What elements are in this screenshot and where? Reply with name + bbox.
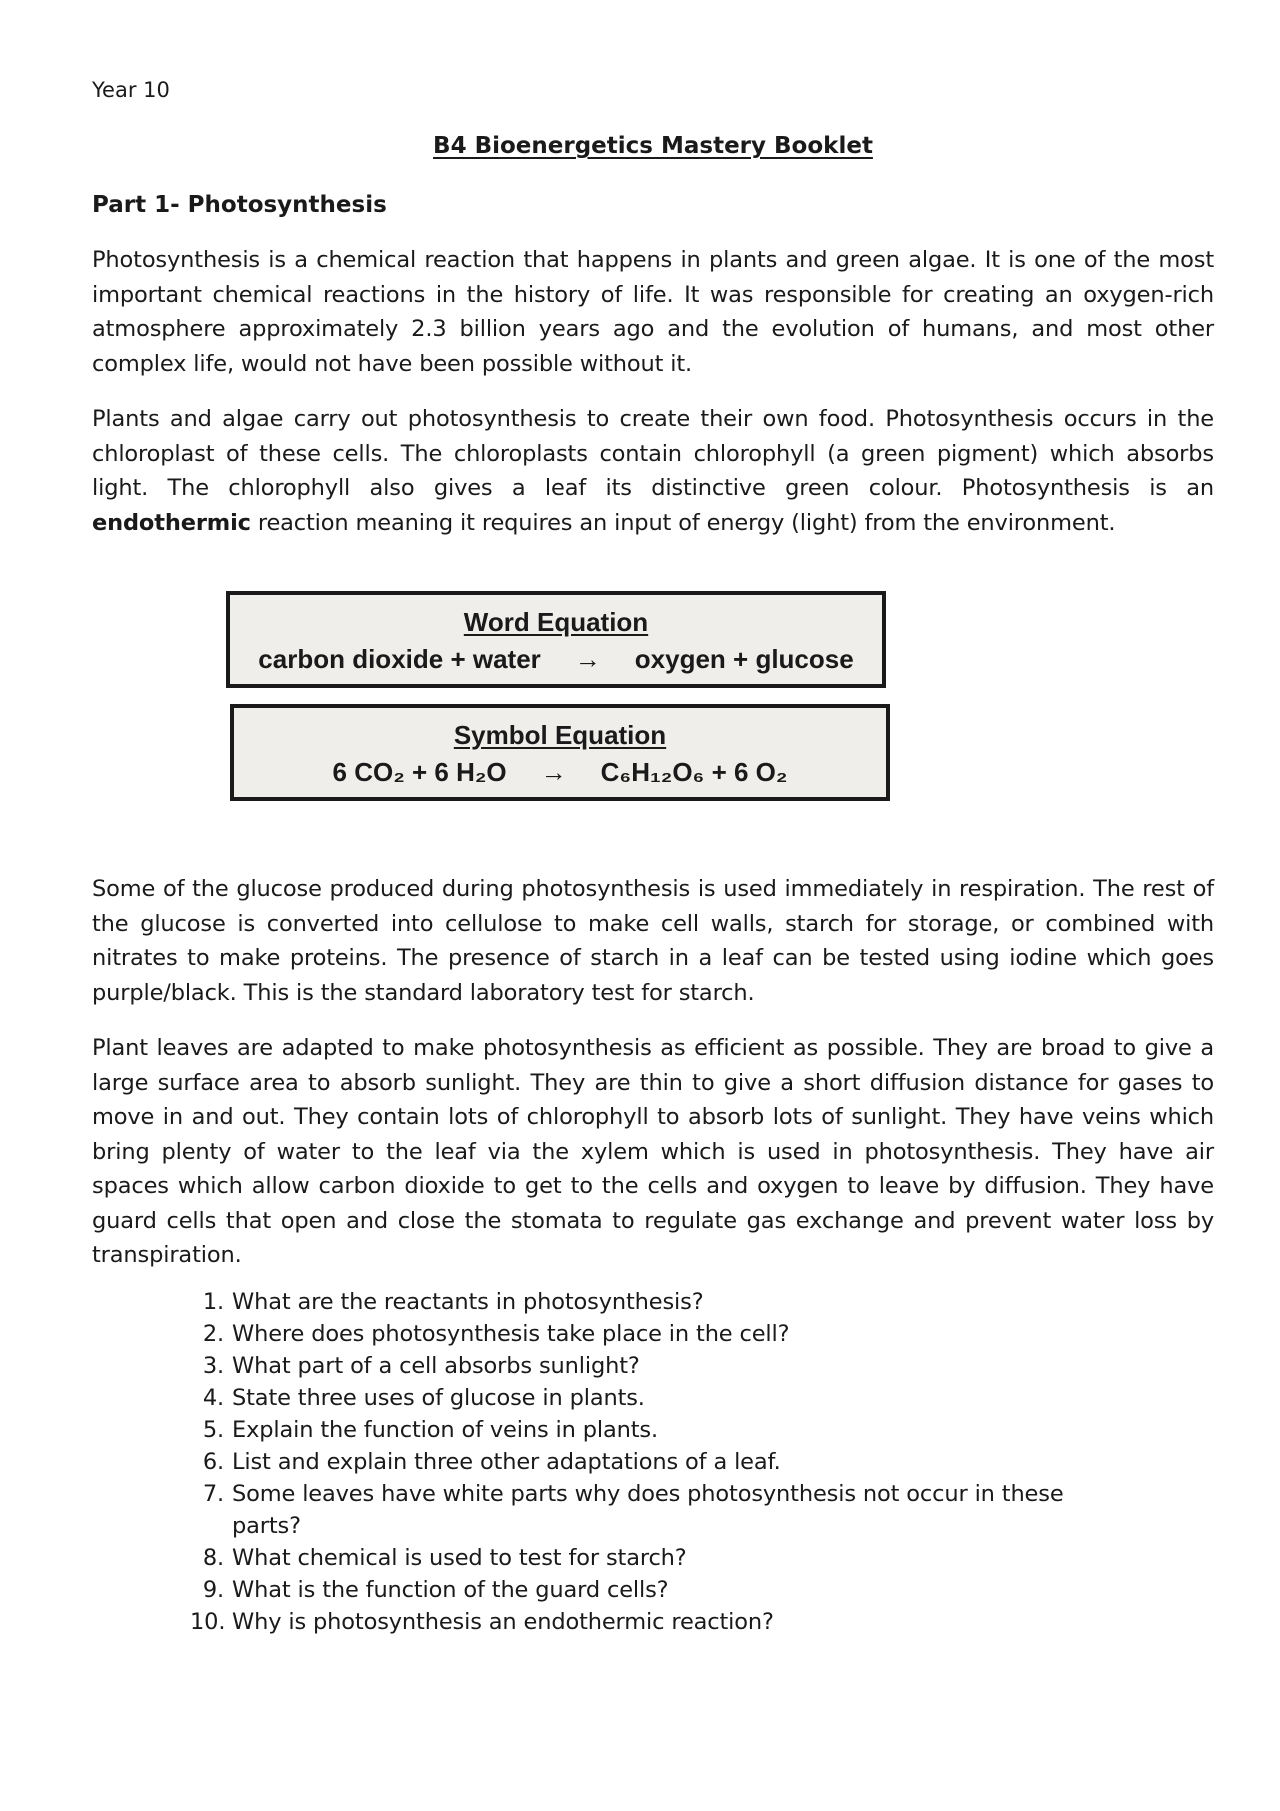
list-item	[190, 1574, 1090, 1606]
paragraph-intro: Photosynthesis is a chemical reaction that happens in plants and green algae. It is one of the most important chemical reactions in the history of life. It was responsible for creating an oxygen-rich atmosphere approximately 2.3 billion years ago and the evolution of humans, and most other complex life, would not have been possible without it.	[92, 247, 1214, 377]
list-item	[190, 1478, 1090, 1542]
symbol-equation-products: C₆H₁₂O₆ + 6 O₂	[600, 757, 788, 787]
list-item	[190, 1350, 1090, 1382]
question-number: 5.	[202, 1417, 224, 1443]
question-number: 3.	[202, 1353, 224, 1379]
question-text: What chemical is used to test for starch?	[232, 1545, 687, 1571]
paragraph-chloroplast-text: Plants and algae carry out photosynthesis to create their own food. Photosynthesis occurs in the chloroplast of these cells. The chloroplasts contain chlorophyll (a green pigment) which absorbs light. The chlorophyll also gives a leaf its distinctive green colour. Photosynthesis is an	[92, 406, 1214, 501]
symbol-equation-row	[234, 757, 886, 788]
question-text: Where does photosynthesis take place in the cell?	[232, 1321, 790, 1347]
year-label: Year 10	[92, 78, 170, 102]
paragraph-chloroplast-text-end: reaction meaning it requires an input of energy (light) from the environment.	[257, 509, 1116, 536]
word-equation-heading: Word Equation	[463, 607, 649, 637]
question-number: 1.	[202, 1289, 224, 1315]
symbol-equation-box	[230, 704, 890, 801]
question-number: 7.	[202, 1481, 224, 1507]
list-item	[190, 1606, 1090, 1638]
question-number: 8.	[202, 1545, 224, 1571]
question-number: 2.	[202, 1321, 224, 1347]
arrow-right-icon: →	[574, 644, 601, 674]
paragraph-leaf-adaptations: Plant leaves are adapted to make photosynthesis as efficient as possible. They are broad to give a large surface area to absorb sunlight. They are thin to give a short diffusion distance for gases to move in and out. They contain lots of chlorophyll to absorb lots of sunlight. They have veins which bring plenty of water to the leaf via the xylem which is used in photosynthesis. They have air spaces which allow carbon dioxide to get to the cells and oxygen to leave by diffusion. They have guard cells that open and close the stomata to regulate gas exchange and prevent water loss by transpiration.	[92, 1035, 1214, 1268]
list-item	[190, 1542, 1090, 1574]
symbol-equation-heading: Symbol Equation	[453, 720, 667, 750]
question-number: 10.	[190, 1609, 226, 1635]
question-number: 6.	[202, 1449, 224, 1475]
page-title: B4 Bioenergetics Mastery Booklet	[433, 133, 873, 159]
question-text: Explain the function of veins in plants.	[232, 1417, 658, 1443]
list-item	[190, 1446, 1090, 1478]
arrow-right-icon: →	[540, 757, 567, 787]
word-equation-box	[226, 591, 886, 688]
paragraph-chloroplast	[92, 402, 1214, 540]
list-item	[190, 1286, 1090, 1318]
word-equation-row	[230, 644, 882, 675]
list-item	[190, 1382, 1090, 1414]
word-equation-reactants: carbon dioxide + water	[258, 644, 541, 674]
list-item	[190, 1318, 1090, 1350]
question-text: State three uses of glucose in plants.	[232, 1385, 645, 1411]
question-number: 9.	[202, 1577, 224, 1603]
question-text: What part of a cell absorbs sunlight?	[232, 1353, 640, 1379]
question-text: What is the function of the guard cells?	[232, 1577, 669, 1603]
question-list	[190, 1286, 1090, 1638]
question-text: List and explain three other adaptations of a leaf.	[232, 1449, 781, 1475]
question-number: 4.	[202, 1385, 224, 1411]
question-text: Why is photosynthesis an endothermic reaction?	[232, 1609, 774, 1635]
question-text: What are the reactants in photosynthesis?	[232, 1289, 704, 1315]
list-item	[190, 1414, 1090, 1446]
paragraph-glucose-uses: Some of the glucose produced during photosynthesis is used immediately in respiration. The rest of the glucose is converted into cellulose to make cell walls, starch for storage, or combined with nitrates to make proteins. The presence of starch in a leaf can be tested using iodine which goes purple/black. This is the standard laboratory test for starch.	[92, 876, 1214, 1006]
word-equation-products: oxygen + glucose	[634, 644, 854, 674]
question-text: Some leaves have white parts why does photosynthesis not occur in these parts?	[232, 1481, 1064, 1539]
symbol-equation-reactants: 6 CO₂ + 6 H₂O	[332, 757, 507, 787]
endothermic-term: endothermic	[92, 509, 251, 536]
part-heading: Part 1- Photosynthesis	[92, 192, 387, 218]
